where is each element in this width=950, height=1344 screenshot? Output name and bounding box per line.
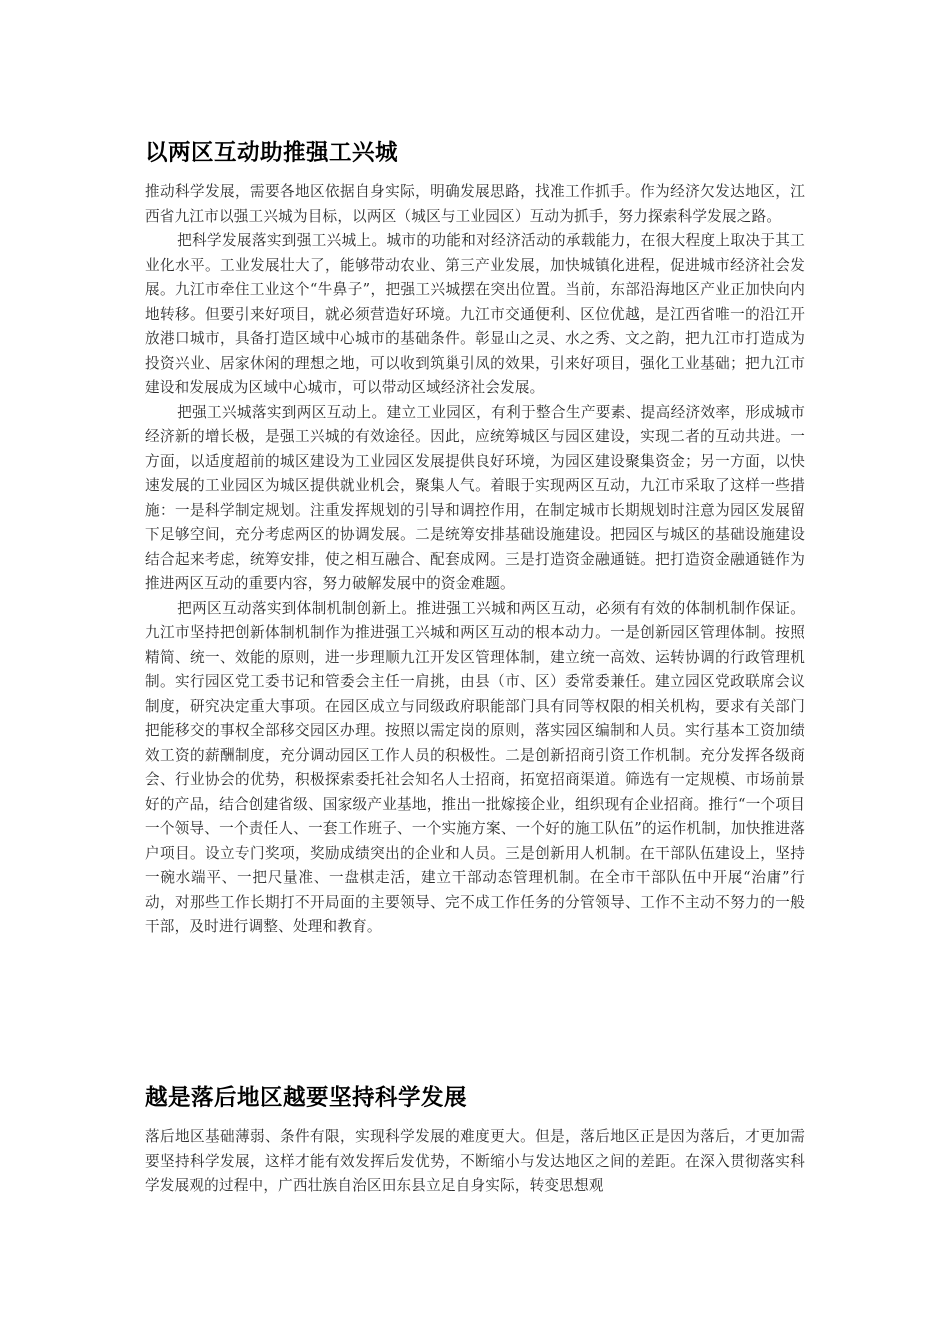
article-title: 越是落后地区越要坚持科学发展 xyxy=(145,1085,468,1111)
article-strong-industry-city xyxy=(145,135,805,940)
article-paragraph: 把强工兴城落实到两区互动上。建立工业园区，有利于整合生产要素、提高经济效率，形成城市经济新的增长极，是强工兴城的有效途径。因此，应统筹城区与园区建设，实现二者的互动共进。一方面，以适度超前的城区建设为工业园区发展提供良好环境，为园区建设聚集资金；另一方面，以快速发展的工业园区为城区提供就业机会，聚集人气。着眼于实现两区互动，九江市采取了这样一些措施：一是科学制定规划。注重发挥规划的引导和调控作用，在制定城市长期规划时注意为园区发展留下足够空间，充分考虑两区的协调发展。二是统筹安排基础设施建设。把园区与城区的基础设施建设结合起来考虑，统筹安排，使之相互融合、配套成网。三是打造资金融通链。把打造资金融通链作为推进两区互动的重要内容，努力破解发展中的资金难题。 xyxy=(145,403,805,592)
article-paragraph-intro: 推动科学发展，需要各地区依据自身实际，明确发展思路，找准工作抓手。作为经济欠发达地区，江西省九江市以强工兴城为目标，以两区（城区与工业园区）互动为抓手，努力探索科学发展之路。 xyxy=(145,183,805,225)
article-title: 以两区互动助推强工兴城 xyxy=(145,140,399,166)
article-backward-regions xyxy=(145,1080,805,1199)
article-paragraph: 把科学发展落实到强工兴城上。城市的功能和对经济活动的承载能力，在很大程度上取决于其工业化水平。工业发展壮大了，能够带动农业、第三产业发展，加快城镇化进程，促进城市经济社会发展。九江市牵住工业这个“牛鼻子”，把强工兴城摆在突出位置。当前，东部沿海地区产业正加快向内地转移。但要引来好项目，就必须营造好环境。九江市交通便利、区位优越，是江西省唯一的沿江开放港口城市，具备打造区域中心城市的基础条件。彰显山之灵、水之秀、文之韵，把九江市打造成为投资兴业、居家休闲的理想之地，可以收到筑巢引凤的效果，引来好项目，强化工业基础；把九江市建设和发展成为区域中心城市，可以带动区域经济社会发展。 xyxy=(145,232,805,396)
article-paragraph-intro: 落后地区基础薄弱、条件有限，实现科学发展的难度更大。但是，落后地区正是因为落后，才更加需要坚持科学发展，这样才能有效发挥后发优势，不断缩小与发达地区之间的差距。在深入贯彻落实科学发展观的过程中，广西壮族自治区田东县立足自身实际，转变思想观 xyxy=(145,1128,805,1194)
article-paragraph: 把两区互动落实到体制机制创新上。推进强工兴城和两区互动，必须有有效的体制机制作保证。九江市坚持把创新体制机制作为推进强工兴城和两区互动的根本动力。一是创新园区管理体制。按照精简、统一、效能的原则，进一步理顺九江开发区管理体制，建立统一高效、运转协调的行政管理机制。实行园区党工委书记和管委会主任一肩挑，由县（市、区）委常委兼任。建立园区党政联席会议制度，研究决定重大事项。在园区成立与同级政府职能部门具有同等权限的相关机构，要求有关部门把能移交的事权全部移交园区办理。按照以需定岗的原则，落实园区编制和人员。实行基本工资加绩效工资的薪酬制度，充分调动园区工作人员的积极性。二是创新招商引资工作机制。充分发挥各级商会、行业协会的优势，积极探索委托社会知名人士招商，拓宽招商渠道。筛选有一定规模、市场前景好的产品，结合创建省级、国家级产业基地，推出一批嫁接企业，组织现有企业招商。推行“一个项目一个领导、一个责任人、一套工作班子、一个实施方案、一个好的施工队伍”的运作机制，加快推进落户项目。设立专门奖项，奖励成绩突出的企业和人员。三是创新用人机制。在干部队伍建设上，坚持一碗水端平、一把尺量准、一盘棋走活，建立干部动态管理机制。在全市干部队伍中开展“治庸”行动，对那些工作长期打不开局面的主要领导、完不成工作任务的分管领导、工作不主动不努力的一般干部，及时进行调整、处理和教育。 xyxy=(145,599,805,935)
